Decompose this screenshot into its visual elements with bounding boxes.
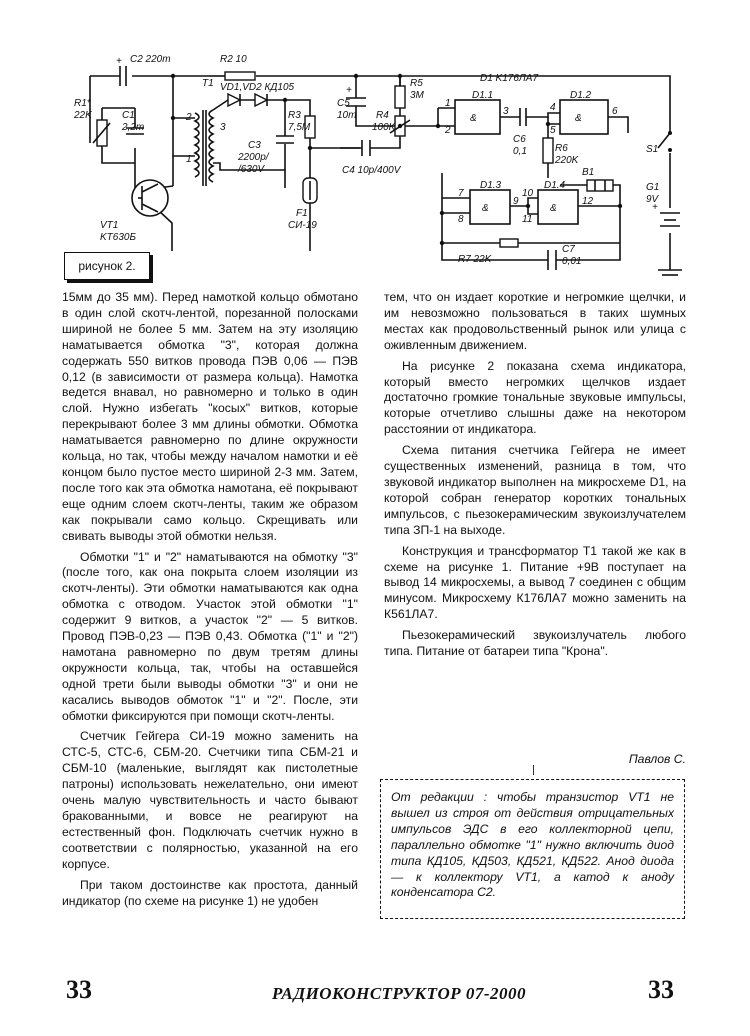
schematic-labels xyxy=(73,54,660,267)
right-text-column xyxy=(384,290,686,773)
svg-text:KT630Б: KT630Б xyxy=(100,232,136,243)
svg-text:6: 6 xyxy=(612,106,618,117)
svg-text:R5: R5 xyxy=(410,78,423,89)
svg-text:R3: R3 xyxy=(288,110,301,121)
svg-text:+: + xyxy=(652,202,658,213)
svg-text:0,1: 0,1 xyxy=(513,146,527,157)
paragraph: При таком достоинстве как простота, данный индикатор (по схеме на рисунке 1) не удобен xyxy=(62,877,358,908)
paragraph: 15мм до 35 мм). Перед намоткой кольцо обмотано в один слой скотч-лентой, порезанной полосками шириной не более 5 мм. Затем на эту изоляцию наматывается обмотка "3", которая должна содержать 550 витков провода ПЭВ 0,06 — ПЭВ 0,12 (в зависимости от размера кольца). Намотка ведется внавал, но равномерно и только в один слой. Нужно избегать "косых" витков, которые перекрывают более 3 мм длины обмотки. Обмотка наматывается равномерно по длине окружности кольца, но так, чтобы между началом намотки и её концом было пустое место шириной 2-3 мм. Затем, после того как эта обмотка намотана, её покрывают еще одним слоем скотч-ленты, таким же образом как покрывали само кольцо. Скрещивать или свивать выводы этой обмотки нельзя. xyxy=(62,290,358,543)
svg-text:VT1: VT1 xyxy=(100,220,119,231)
svg-text:F1: F1 xyxy=(296,208,308,219)
svg-text:10m: 10m xyxy=(337,110,357,121)
svg-text:T1: T1 xyxy=(202,78,214,89)
left-text-column xyxy=(62,290,358,914)
svg-text:C2 220m: C2 220m xyxy=(130,54,171,65)
svg-text:R4: R4 xyxy=(376,110,389,121)
svg-text:&: & xyxy=(550,203,557,214)
svg-text:S1: S1 xyxy=(646,144,659,155)
author-signature: Павлов С. xyxy=(628,751,686,766)
svg-text:3: 3 xyxy=(220,122,226,133)
svg-text:3: 3 xyxy=(503,106,509,117)
svg-text:2: 2 xyxy=(445,125,451,136)
paragraph: Обмотки "1" и "2" наматываются на обмотку "3" (после того, как она покрыта слоем изоляции из скотч-ленты). Эти обмотки наматываются как одна обмотка с отводом. Участок этой обмотки "1" содержит 9 витков, а участок "2" — 5 витков. Провод ПЭВ-0,23 — ПЭВ 0,43. Обмотка ("1" и "2") намотана равномерно по двум третям длины окружности кольца, так, чтобы на оставшейся одной трети были выводы обмотки "3" и они не касались выводов обмоток "1" и "2". После, эти обмотки фиксируются при помощи скотч-ленты. xyxy=(62,549,358,723)
svg-text:5: 5 xyxy=(550,125,556,136)
svg-text:D1.2: D1.2 xyxy=(570,90,592,101)
svg-text:C6: C6 xyxy=(513,134,526,145)
svg-text:11: 11 xyxy=(522,214,533,225)
svg-text:B1: B1 xyxy=(582,167,595,178)
svg-text:0,01: 0,01 xyxy=(562,256,582,267)
svg-text:C7: C7 xyxy=(562,244,575,255)
svg-text:4: 4 xyxy=(550,102,556,113)
svg-text:9: 9 xyxy=(513,196,519,207)
editor-note: От редакции : чтобы транзистор VT1 не вышел из строя от действия отрицательных импульсов ЭДС в его коллекторной цепи, параллельно обмотке "1" нужно включить диод типа КД105, КД503, КД521, КД522. Анод диода — к коллектору VT1, а катод к аноду конденсатора С2. xyxy=(380,779,685,919)
journal-title: РАДИОКОНСТРУКТОР 07-2000 xyxy=(272,984,527,1003)
paragraph: Конструкция и трансформатор Т1 такой же как в схеме на рисунке 1. Питание +9В поступает на вывод 14 микросхемы, а вывод 7 соединен с общим минусом. Микросхему К176ЛА7 можно заменить на К561ЛА7. xyxy=(384,543,686,622)
svg-text:&: & xyxy=(470,113,477,124)
paragraph: На рисунке 2 показана схема индикатора, который вместо негромких щелчков издает достаточно громкие тональные звуковые импульсы, которые отчетливо слышны даже на некотором расстоянии от индикатора. xyxy=(384,358,686,437)
svg-text:7: 7 xyxy=(458,188,464,199)
svg-text:2,2m: 2,2m xyxy=(122,122,145,133)
svg-text:C1: C1 xyxy=(122,110,135,121)
svg-text:7,5M: 7,5M xyxy=(288,122,311,133)
svg-text:1: 1 xyxy=(445,98,451,109)
svg-text:2200p/: 2200p/ xyxy=(238,152,269,163)
paragraph: Схема питания счетчика Гейгера не имеет существенных изменений, разница в том, что звуковой индикатор выполнен на микросхеме D1, на которой собран генератор коротких тональных импульсов, с пьезокерамическим звукоизлучателем типа ЗП-1 на выходе. xyxy=(384,443,686,537)
svg-text:10: 10 xyxy=(522,188,534,199)
page-number-left: 33 xyxy=(66,975,92,1004)
svg-text:R7 22K: R7 22K xyxy=(458,254,492,265)
svg-text:&: & xyxy=(482,203,489,214)
svg-text:D1.3: D1.3 xyxy=(480,180,502,191)
svg-text:C3: C3 xyxy=(248,140,261,151)
svg-text:G1: G1 xyxy=(646,182,660,193)
figure-caption: рисунок 2. xyxy=(64,252,150,280)
svg-text:2: 2 xyxy=(186,112,192,123)
svg-text:D1.4: D1.4 xyxy=(544,180,566,191)
svg-text:220K: 220K xyxy=(555,155,579,166)
divider-mark xyxy=(533,765,534,775)
paragraph: тем, что он издает короткие и негромкие щелчки, и им невозможно пользоваться в таких шумных местах как продовольственный рынок или улица с оживленным движением. xyxy=(384,290,686,352)
svg-text:R1*: R1* xyxy=(74,98,91,109)
circuit-schematic xyxy=(60,38,700,283)
svg-text:D1 K176ЛА7: D1 K176ЛА7 xyxy=(480,73,539,84)
paragraph: Пьезокерамический звукоизлучатель любого типа. Питание от батареи типа "Крона". xyxy=(384,628,686,659)
svg-text:&: & xyxy=(575,113,582,124)
svg-text:1: 1 xyxy=(186,154,192,165)
svg-text:100K: 100K xyxy=(372,122,396,133)
components xyxy=(93,56,680,270)
svg-text:22K: 22K xyxy=(74,110,92,121)
svg-text:C5: C5 xyxy=(337,98,350,109)
svg-text:C4 10p/400V: C4 10p/400V xyxy=(342,165,401,176)
svg-text:СИ-19: СИ-19 xyxy=(288,220,317,231)
svg-text:9V: 9V xyxy=(646,194,659,205)
svg-text:/630V: /630V xyxy=(238,164,265,175)
svg-text:R6: R6 xyxy=(555,143,568,154)
svg-text:R2 10: R2 10 xyxy=(220,54,247,65)
svg-text:12: 12 xyxy=(582,196,594,207)
svg-text:VD1,VD2 КД105: VD1,VD2 КД105 xyxy=(220,82,295,93)
svg-text:+: + xyxy=(346,85,352,96)
svg-text:8: 8 xyxy=(458,214,464,225)
svg-text:D1.1: D1.1 xyxy=(472,90,494,101)
svg-text:+: + xyxy=(116,56,122,67)
page-number-right: 33 xyxy=(648,975,674,1004)
paragraph: Счетчик Гейгера СИ-19 можно заменить на СТС-5, СТС-6, СБМ-20. Счетчики типа СБМ-21 и СБМ-10 (маленькие, выглядят как пистолетные патроны) использовать нежелательно, они имеют очень малую чувствительность и часто бывают бракованными, и вовсе не реагируют на естественный фон. Подключать счетчик нужно в соответствии с полярностью, указанной на его корпусе. xyxy=(62,729,358,871)
svg-text:3M: 3M xyxy=(410,90,424,101)
